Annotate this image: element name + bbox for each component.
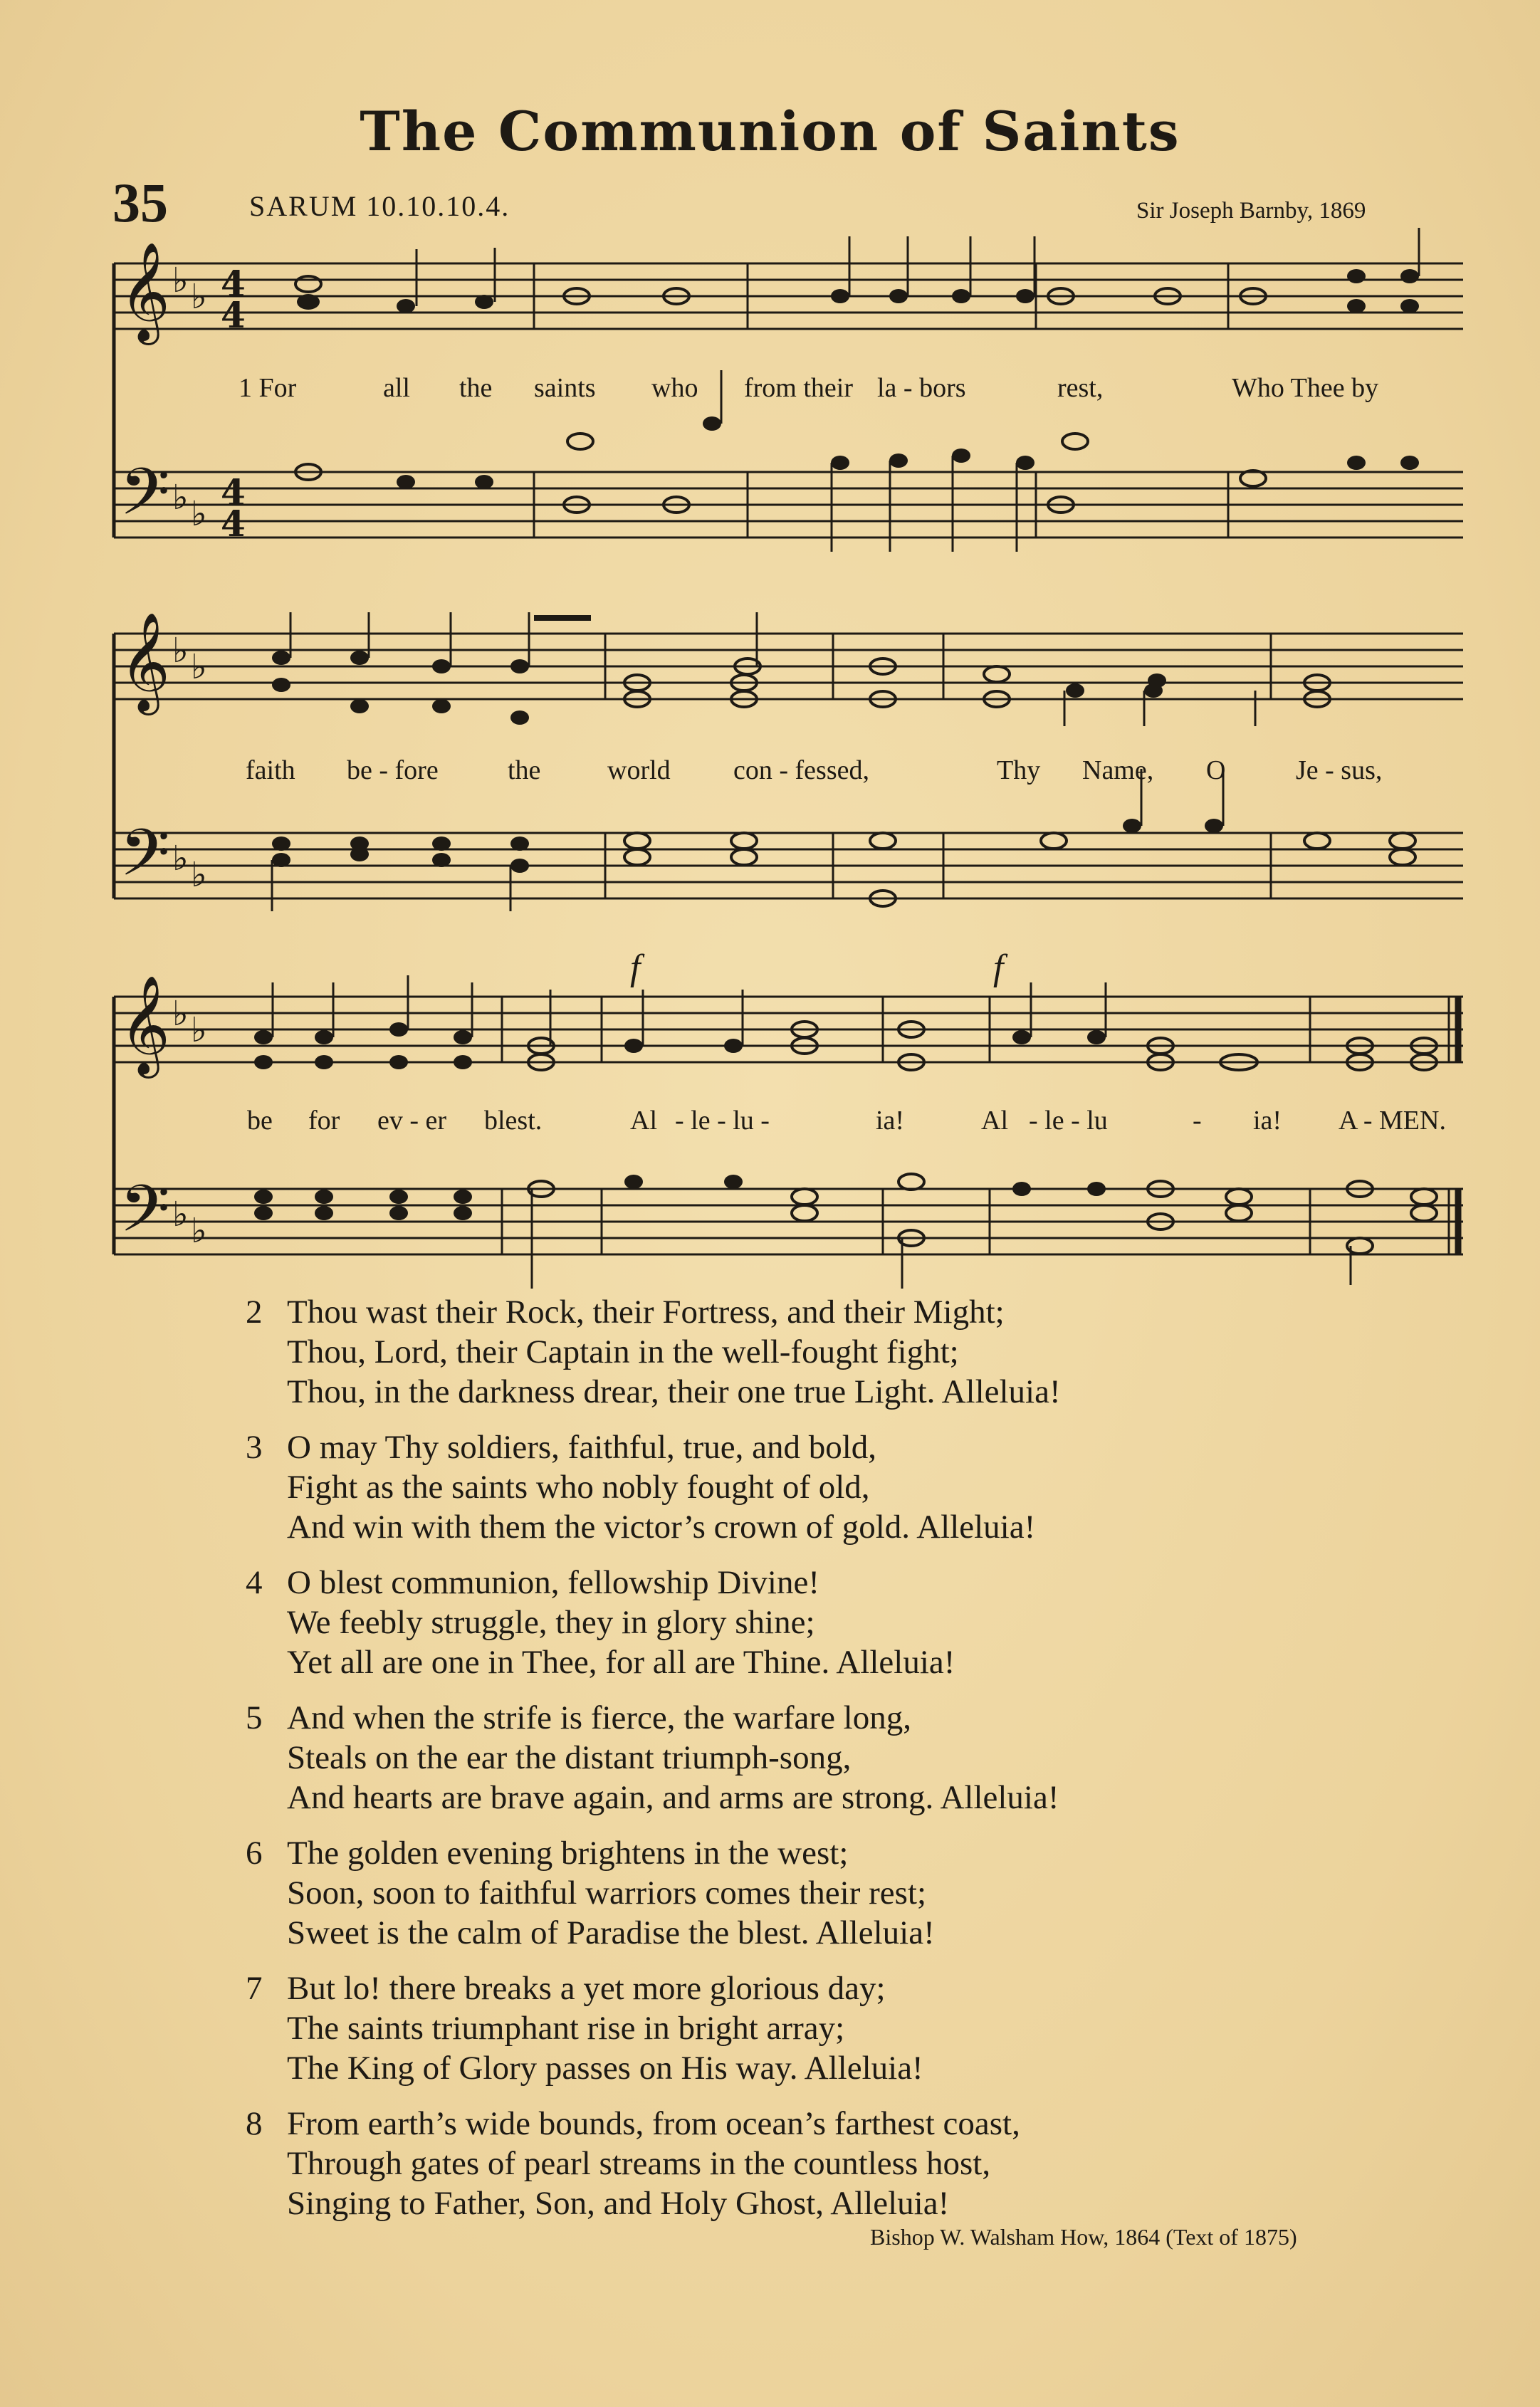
note: [1226, 1205, 1252, 1221]
verse-line: [246, 1738, 1470, 1778]
lyric: faith: [246, 755, 295, 785]
text-author-credit: Bishop W. Walsham How, 1864 (Text of 1875): [870, 2224, 1297, 2250]
note: [254, 1190, 273, 1204]
verse-line: [246, 1332, 1470, 1372]
note: [475, 295, 493, 309]
verse-number: 3: [246, 1429, 263, 1466]
verse-number: 7: [246, 1970, 263, 2007]
note: [952, 449, 970, 463]
lyric: for: [308, 1106, 340, 1136]
verses-block: [246, 1292, 1470, 2239]
verse-line: [246, 1507, 1470, 1547]
verse-line: [246, 1372, 1470, 1412]
verse-text: Fight as the saints who nobly fought of old,: [287, 1469, 870, 1506]
note: [1041, 833, 1067, 849]
verse-number: 2: [246, 1294, 263, 1331]
lyric: la - bors: [877, 373, 966, 403]
note: [731, 833, 757, 849]
verse-text: We feebly struggle, they in glory shine;: [287, 1604, 815, 1641]
note: [315, 1190, 333, 1204]
svg-text:𝄢: 𝄢: [120, 815, 170, 906]
svg-text:♭: ♭: [191, 277, 207, 317]
svg-text:♭: ♭: [172, 994, 189, 1034]
note: [1411, 1205, 1437, 1221]
note: [272, 678, 290, 692]
lyric: Thy: [997, 755, 1041, 785]
verse-8: [246, 2104, 1470, 2223]
verse-text: The saints triumphant rise in bright array;: [287, 2010, 845, 2047]
note: [432, 837, 451, 851]
verse-number: 5: [246, 1699, 263, 1736]
verse-line: [246, 2048, 1470, 2088]
note: [889, 289, 908, 303]
note: [1205, 819, 1223, 833]
note: [397, 475, 415, 489]
note: [475, 475, 493, 489]
svg-text:4: 4: [221, 471, 246, 513]
note: [831, 456, 849, 470]
note: [254, 1055, 273, 1069]
lyric: the: [508, 755, 541, 785]
music-system-2: [107, 612, 1463, 947]
note: [1390, 833, 1415, 849]
note: [1347, 269, 1366, 283]
verse-text: Soon, soon to faithful warriors comes their rest;: [287, 1874, 927, 1912]
note: [1012, 1030, 1031, 1044]
note: [1123, 819, 1141, 833]
verse-line: [246, 1427, 1470, 1467]
verse-text: But lo! there breaks a yet more glorious day;: [287, 1970, 886, 2007]
verse-text: Yet all are one in Thee, for all are Thine. Alleluia!: [287, 1644, 955, 1681]
verse-4: [246, 1563, 1470, 1682]
note: [724, 1175, 743, 1189]
verse-text: O blest communion, fellowship Divine!: [287, 1564, 819, 1601]
lyric: O: [1206, 755, 1226, 785]
verse-text: O may Thy soldiers, faithful, true, and bold,: [287, 1429, 877, 1466]
svg-text:♭: ♭: [172, 631, 189, 671]
note: [703, 416, 721, 431]
lyric: 1 For: [239, 373, 297, 403]
verse-2: [246, 1292, 1470, 1412]
lyric: con - fessed,: [733, 755, 869, 785]
verse-6: [246, 1833, 1470, 1953]
note: [1016, 289, 1034, 303]
lyric: from their: [744, 373, 854, 403]
verse-text: Through gates of pearl streams in the countless host,: [287, 2145, 991, 2182]
music-system-3: [107, 948, 1463, 1289]
verse-line: [246, 1292, 1470, 1332]
lyric: be: [247, 1106, 273, 1136]
note: [792, 1205, 817, 1221]
note: [272, 837, 290, 851]
verse-text: From earth’s wide bounds, from ocean’s farthest coast,: [287, 2105, 1020, 2142]
note: [350, 847, 369, 861]
svg-text:♭: ♭: [172, 261, 189, 300]
note: [831, 289, 849, 303]
music-system-1: [107, 228, 1463, 562]
svg-text:4: 4: [221, 263, 246, 305]
verse-line: [246, 1563, 1470, 1603]
note: [432, 659, 451, 673]
note: [1400, 299, 1419, 313]
svg-text:♭: ♭: [172, 478, 189, 518]
note: [889, 453, 908, 468]
lyric: the: [459, 373, 493, 403]
verse-7: [246, 1968, 1470, 2088]
svg-text:♭: ♭: [191, 1010, 207, 1050]
note: [567, 434, 593, 449]
verse-number: 4: [246, 1564, 263, 1601]
lyric: Je - sus,: [1296, 755, 1383, 785]
verse-line: [246, 1968, 1470, 2008]
verse-line: [246, 1642, 1470, 1682]
lyric: Name,: [1082, 755, 1154, 785]
note: [1400, 269, 1419, 283]
verse-number: 6: [246, 1835, 263, 1872]
verse-line: [246, 1778, 1470, 1818]
lyric: Who Thee by: [1232, 373, 1379, 403]
lyric: - le - lu -: [675, 1106, 770, 1136]
svg-text:♭: ♭: [172, 839, 189, 879]
note: [272, 651, 290, 665]
verse-text: Sweet is the calm of Paradise the blest. Alleluia!: [287, 1914, 935, 1951]
lyric: Al: [630, 1106, 657, 1136]
svg-text:♭: ♭: [191, 1211, 207, 1251]
note: [350, 651, 369, 665]
svg-text:𝄞: 𝄞: [120, 242, 170, 341]
svg-text:𝄞: 𝄞: [120, 975, 170, 1074]
verse-5: [246, 1698, 1470, 1818]
note: [454, 1206, 472, 1220]
note: [1066, 683, 1084, 698]
lyric: ev - er: [377, 1106, 447, 1136]
note: [272, 853, 290, 867]
note: [870, 833, 896, 849]
lyric: - le - lu: [1029, 1106, 1108, 1136]
note: [389, 1190, 408, 1204]
note: [510, 710, 529, 725]
note: [624, 833, 650, 849]
note: [295, 276, 321, 292]
svg-text:♭: ♭: [191, 855, 207, 895]
note: [297, 294, 320, 310]
verse-3: [246, 1427, 1470, 1547]
verse-text: Thou, in the darkness drear, their one true Light. Alleluia!: [287, 1373, 1061, 1410]
lyric: Al: [981, 1106, 1008, 1136]
note: [1411, 1189, 1437, 1205]
verse-number: 8: [246, 2105, 263, 2142]
lyric: ia!: [1253, 1106, 1282, 1136]
hymn-number: 35: [112, 172, 168, 234]
note: [792, 1189, 817, 1205]
note: [1148, 673, 1166, 688]
note: [432, 853, 451, 867]
note: [1400, 456, 1419, 470]
verse-line: [246, 2183, 1470, 2223]
svg-text:𝄞: 𝄞: [120, 612, 170, 711]
verse-text: Steals on the ear the distant triumph-song,: [287, 1739, 852, 1776]
verse-line: [246, 1833, 1470, 1873]
lyric: who: [651, 373, 698, 403]
lyric: rest,: [1057, 373, 1104, 403]
note: [315, 1055, 333, 1069]
verse-text: The golden evening brightens in the west;: [287, 1835, 849, 1872]
note: [254, 1030, 273, 1044]
lyric: be - fore: [347, 755, 439, 785]
verse-text: Thou wast their Rock, their Fortress, and their Might;: [287, 1294, 1005, 1331]
svg-text:♭: ♭: [191, 494, 207, 534]
verse-text: Singing to Father, Son, and Holy Ghost, Alleluia!: [287, 2185, 950, 2222]
note: [952, 289, 970, 303]
note: [315, 1030, 333, 1044]
note: [454, 1190, 472, 1204]
tune-name-meter: SARUM 10.10.10.4.: [249, 190, 510, 222]
note: [1347, 299, 1366, 313]
note: [731, 849, 757, 865]
note: [1304, 833, 1330, 849]
note: [510, 659, 529, 673]
dynamic-forte: f: [630, 948, 641, 988]
svg-text:𝄢: 𝄢: [120, 1171, 170, 1262]
note: [397, 299, 415, 313]
verse-line: [246, 1698, 1470, 1738]
note: [432, 699, 451, 713]
note: [389, 1206, 408, 1220]
note: [1012, 1182, 1031, 1196]
verse-text: And when the strife is fierce, the warfare long,: [287, 1699, 911, 1736]
note: [1062, 434, 1088, 449]
note: [254, 1206, 273, 1220]
dynamic-forte: f: [993, 948, 1004, 988]
note: [350, 699, 369, 713]
note: [510, 837, 529, 851]
note: [389, 1055, 408, 1069]
note: [389, 1022, 408, 1037]
lyric: ia!: [876, 1106, 905, 1136]
svg-text:4: 4: [221, 503, 246, 545]
note: [624, 1175, 643, 1189]
verse-text: The King of Glory passes on His way. Alleluia!: [287, 2050, 923, 2087]
lyric: A - MEN.: [1339, 1106, 1446, 1136]
note: [1016, 456, 1034, 470]
note: [624, 849, 650, 865]
note: [1226, 1189, 1252, 1205]
note: [1087, 1182, 1106, 1196]
note: [1390, 849, 1415, 865]
lyric: world: [607, 755, 671, 785]
note: [1087, 1030, 1106, 1044]
svg-text:♭: ♭: [191, 647, 207, 687]
note: [724, 1039, 743, 1053]
svg-text:𝄢: 𝄢: [120, 454, 170, 545]
svg-text:4: 4: [221, 294, 246, 336]
verse-line: [246, 2104, 1470, 2144]
verse-line: [246, 1913, 1470, 1953]
note: [984, 666, 1010, 682]
note: [454, 1030, 472, 1044]
hymn-title: The Communion of Saints: [360, 100, 1180, 163]
verse-line: [246, 1467, 1470, 1507]
verse-line: [246, 2008, 1470, 2048]
lyric: -: [1193, 1106, 1202, 1136]
verse-line: [246, 1603, 1470, 1642]
verse-text: And win with them the victor’s crown of gold. Alleluia!: [287, 1509, 1036, 1546]
note: [1347, 456, 1366, 470]
verse-line: [246, 1873, 1470, 1913]
note: [315, 1206, 333, 1220]
note: [624, 1039, 643, 1053]
verse-text: And hearts are brave again, and arms are strong. Alleluia!: [287, 1779, 1059, 1816]
note: [510, 859, 529, 873]
lyric: saints: [534, 373, 596, 403]
svg-text:♭: ♭: [172, 1195, 189, 1234]
verse-text: Thou, Lord, their Captain in the well-fought fight;: [287, 1333, 959, 1370]
composer-credit: Sir Joseph Barnby, 1869: [1136, 198, 1366, 224]
lyric: all: [383, 373, 410, 403]
note: [899, 1174, 924, 1190]
lyric: blest.: [484, 1106, 543, 1136]
verse-line: [246, 2144, 1470, 2183]
note: [454, 1055, 472, 1069]
